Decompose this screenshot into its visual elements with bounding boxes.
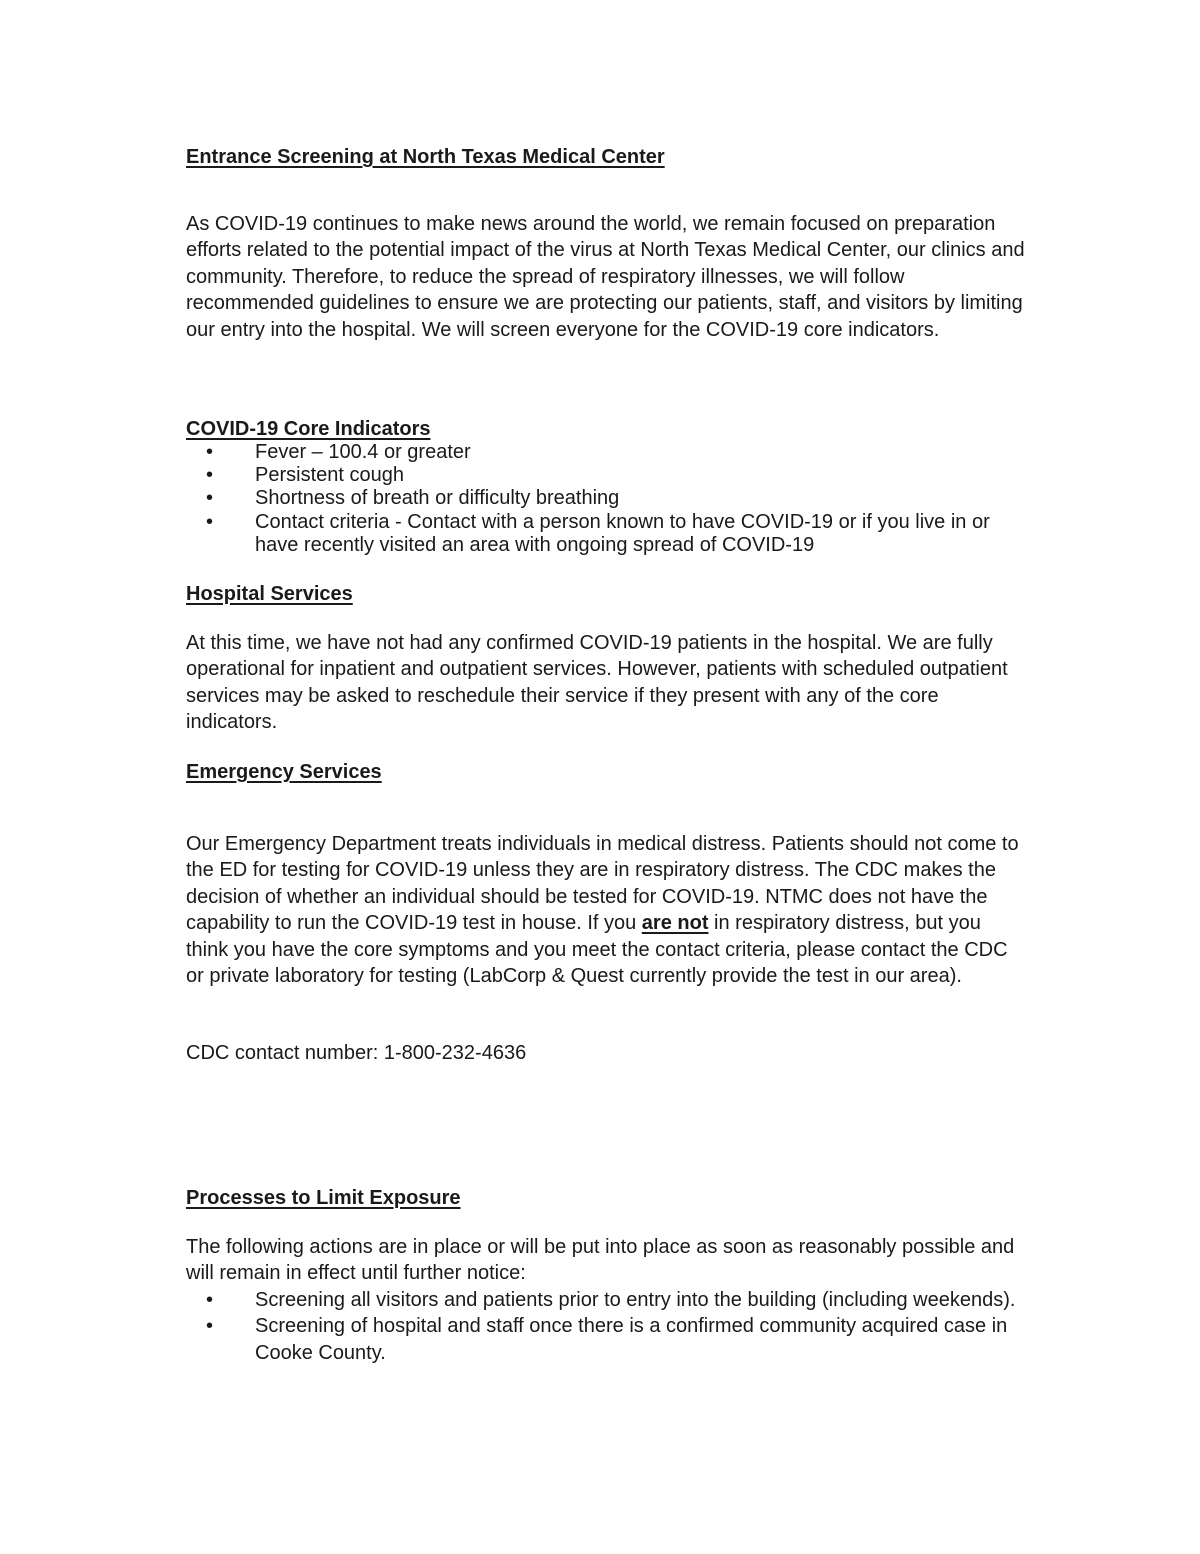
list-item-text: Shortness of breath or difficulty breathing	[255, 487, 620, 510]
list-item	[186, 1313, 1026, 1366]
core-indicators-list	[186, 441, 1026, 557]
core-indicators-heading: COVID-19 Core Indicators	[186, 418, 431, 440]
bullet-glyph: •	[206, 1315, 214, 1338]
processes-body-block	[186, 1234, 1026, 1366]
list-item	[186, 487, 1026, 510]
list-item-text: Contact criteria - Contact with a person known to have COVID-19 or if you live in or have recently visited an area with ongoing spread of COVID-19	[255, 510, 990, 556]
list-item-text: Screening all visitors and patients prior to entry into the building (including weekends).	[255, 1288, 1016, 1311]
list-item	[186, 1287, 1026, 1313]
processes-section	[186, 1186, 1026, 1210]
core-indicators-section	[186, 417, 1026, 557]
list-item-text: Persistent cough	[255, 464, 404, 487]
intro-block	[186, 211, 1026, 343]
list-item-text: Fever – 100.4 or greater	[255, 441, 471, 463]
bullet-glyph: •	[206, 464, 214, 487]
cdc-contact-block	[186, 1040, 1026, 1066]
processes-paragraph: The following actions are in place or will be put into place as soon as reasonably possible and will remain in effect until further notice:	[186, 1236, 1015, 1285]
document-title: Entrance Screening at North Texas Medical Center	[186, 146, 665, 168]
emergency-services-heading: Emergency Services	[186, 761, 382, 783]
list-item-text: Screening of hospital and staff once there is a confirmed community acquired case in Cooke County.	[255, 1315, 1008, 1364]
document-title-block	[186, 145, 1026, 169]
emphasis-are-not: are not	[641, 912, 709, 935]
bullet-glyph: •	[206, 1288, 214, 1311]
processes-heading: Processes to Limit Exposure	[186, 1187, 461, 1209]
bullet-glyph: •	[206, 487, 214, 510]
emergency-text-before: Our Emergency Department treats individuals in medical distress. Patients should not come to the ED for testing for COVID-19 unless they are in respiratory distress. The CDC makes the decision of whether an individual should be tested for COVID-19. NTMC does not have the capability to run the COVID-19 test in house. If you	[186, 833, 1019, 935]
emergency-services-section	[186, 760, 1026, 784]
list-item	[186, 464, 1026, 487]
hospital-services-body-block	[186, 630, 1026, 736]
hospital-services-section	[186, 582, 1026, 606]
hospital-services-paragraph: At this time, we have not had any confirmed COVID-19 patients in the hospital. We are fully operational for inpatient and outpatient services. However, patients with scheduled outpatient services may be asked to reschedule their service if they present with any of the core indicators.	[186, 632, 1008, 734]
list-item	[186, 511, 1026, 557]
bullet-glyph: •	[206, 510, 214, 533]
emergency-services-body-block	[186, 831, 1026, 989]
bullet-glyph: •	[206, 441, 214, 463]
cdc-contact-number: CDC contact number: 1-800-232-4636	[186, 1042, 527, 1064]
emergency-services-paragraph	[186, 831, 1026, 989]
list-item	[186, 441, 1026, 464]
hospital-services-heading: Hospital Services	[186, 583, 353, 605]
processes-list	[186, 1287, 1026, 1366]
intro-paragraph: As COVID-19 continues to make news around the world, we remain focused on preparation efforts related to the potential impact of the virus at North Texas Medical Center, our clinics and community. Therefore, to reduce the spread of respiratory illnesses, we will follow recommended guidelines to ensure we are protecting our patients, staff, and visitors by limiting our entry into the hospital. We will screen everyone for the COVID-19 core indicators.	[186, 213, 1025, 341]
emergency-text-after: in respiratory distress, but you think you have the core symptoms and you meet the contact criteria, please contact the CDC or private laboratory for testing (LabCorp & Quest currently provide the test in our area).	[186, 912, 1008, 988]
